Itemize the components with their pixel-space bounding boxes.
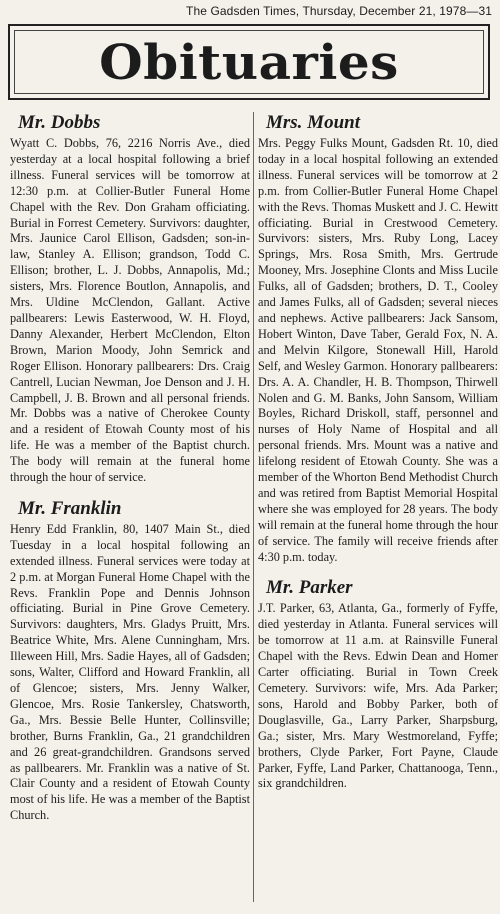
obituary [10,498,250,824]
obituary-name: Mr. Franklin [18,497,122,519]
obituary [258,577,498,792]
obituary-name: Mrs. Mount [266,112,360,133]
obituary-body: Mrs. Peggy Fulks Mount, Gadsden Rt. 10, died today in a local hospital following an extended illness. Funeral services will be tomorrow at 2 p.m. from Collier-Butler Funeral Home Chapel with the Revs. Thomas Muskett and J. C. Hewitt officiating. Burial in Crestwood Cemetery. Survivors: sisters, Mrs. Ruby Long, Lacey Springs, Mrs. Rosa Smith, Mrs. Gertrude Mooney, Mrs. Josephine Clonts and Miss Lucile Fulks, all of Gadsden; brothers, D. T., Cooley and James Fulks, all of Gadsden; several nieces and nephews. Active pallbearers: Jack Sansom, Hobert Winton, Dave Taber, Gerald Fox, N. A. and Melvin Kilgore, Stonewall Hill, Harold Self, and Wesley Garmon. Honorary pallbearers: Drs. A. A. Chandler, H. B. Thompson, Thirwell Nolen and G. M. Banks, John Sansom, William Boyles, Richard Driskoll, staff, personnel and nurses of Holy Name of Hospital and all personal friends. Mrs. Mount was a native and lifelong resident of Etowah County. She was a member of the Whorton Bend Methodist Church and was retired from Baptist Memorial Hospital where she was employed for 28 years. The body will remain at the funeral home through the hour of service. The family will receive friends after 4:30 p.m. today. [258,136,498,564]
right-column [258,110,498,804]
obituary [10,112,250,486]
masthead: The Gadsden Times, Thursday, December 21, 1978—31 [186,4,492,18]
section-banner [8,24,490,100]
section-title: Obituaries [99,33,399,91]
obituary-body: Henry Edd Franklin, 80, 1407 Main St., died Tuesday in a local hospital following an extended illness. Funeral services were today at 2 p.m. at Morgan Funeral Home Chapel with the Revs. Franklin Pope and Dennis Johnson officiating. Burial in Pine Grove Cemetery. Survivors: daughters, Mrs. Gladys Pruitt, Mrs. Beatrice White, Mrs. Alene Cunningham, Mrs. Illeween Hill, Mrs. Sadie Hayes, all of Gadsden; sons, Walter, Clifford and Howard Franklin, all of Glencoe; sisters, Mrs. Jenny Walker, Glencoe, Mrs. Rosie Tankersley, Chatsworth, Ga., Mrs. Bessie Belle Hunter, Collinsville; brother, Burns Franklin, Ga., 21 grandchildren and 26 great-grandchildren. Grandsons served as pallbearers. Mr. Franklin was a native of St. Clair County and a resident of Etowah County most of his life. He was a member of the Baptist Church. [10,521,250,823]
obituary [258,112,498,565]
column-divider [253,112,254,902]
obituary-body: J.T. Parker, 63, Atlanta, Ga., formerly of Fyffe, died yesterday in Atlanta. Funeral services will be tomorrow at 11 a.m. at Rainsville Funeral Chapel with the Revs. Edwin Dean and Homer Carter officiating. Burial in Town Creek Cemetery. Survivors: wife, Mrs. Ada Parker; sons, Harold and Bobby Parker, both of Douglasville, Ga., Larry Parker, Sharpsburg, Ga.; sister, Mrs. Mary Westmoreland, Fyffe; brothers, Clyde Parker, Fort Payne, Claude Parker, Fyffe, Land Parker, Chattanooga, Tenn., six grandchildren. [258,601,498,791]
obituary-body: Wyatt C. Dobbs, 76, 2216 Norris Ave., died yesterday at a local hospital following a brief illness. Funeral services will be tomorrow at 12:30 p.m. at Collier-Butler Funeral Home Chapel with the Rev. Don Graham officiating. Burial in Forrest Cemetery. Survivors: daughter, Mrs. Jaunice Carol Ellison, Gadsden; son-in-law, Stanley A. Ellison; grandson, Todd C. Ellison; brother, L. J. Dobbs, Annapolis, Md.; sisters, Mrs. Florence Boutlon, Annapolis, and Mrs. Uldine McClendon, Gallant. Active pallbearers: Lewis Easterwood, W. H. Floyd, Danny Alexander, Herbert McClendon, Elton Brown, Marion Moody, John Semrick and Roger Ellison. Honorary pallbearers: Drs. Craig Cantrell, Lucian Newman, Joe Denson and J. H. Campbell, J. B. Brown and all personal friends. Mr. Dobbs was a native of Cherokee County and a resident of Etowah County most of his life. He was a member of the Baptist church. The body will remain at the funeral home through the hour of service. [10,136,250,485]
obituary-name: Mr. Dobbs [18,112,101,133]
obituary-name: Mr. Parker [266,577,353,599]
left-column [10,110,250,836]
